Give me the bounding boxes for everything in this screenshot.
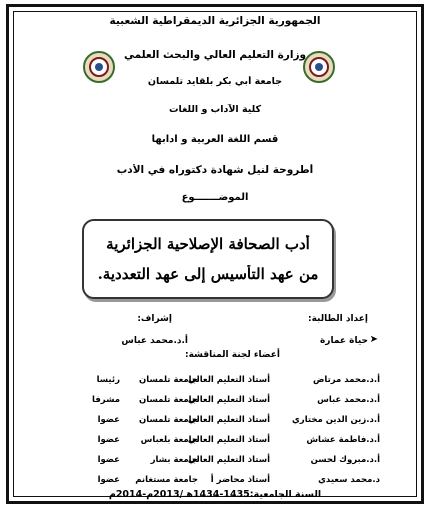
jury-member-institution: جامعة مستغانم [135,475,198,485]
jury-row [50,392,380,412]
jury-member-rank: أستاذ محاضر أ [210,475,270,485]
thesis-title-box [82,219,334,299]
jury-member-rank: أستاذ التعليم العالي [187,375,270,385]
jury-row [50,372,380,392]
jury-member-role: عضوا [97,435,120,445]
jury-row [50,452,380,472]
supervisor-name: أ.د.محمد عباس [121,336,188,346]
jury-member-institution: جامعة بلعباس [140,435,198,445]
thesis-title-line-2: من عهد التأسيس إلى عهد التعددية. [97,265,319,283]
prepared-by-label: إعداد الطالبة: [308,314,368,324]
republic-line: الجمهورية الجزائرية الديمقراطية الشعبية [109,15,321,27]
jury-row [50,412,380,432]
jury-member-institution: جامعة بشار [150,455,198,465]
university-line: جامعة أبي بكر بلقايد تلمسان [147,76,283,87]
jury-member-name: أ.د.زين الدين مختاري [292,415,380,425]
jury-member-name: أ.د.محمد عباس [317,395,380,405]
jury-row [50,432,380,452]
student-name: حياة عمارة [319,336,368,346]
jury-member-role: رئيسا [96,375,120,385]
jury-member-name: أ.د.فاطمة عشاش [306,435,380,445]
jury-member-rank: أستاذ التعليم العالي [187,455,270,465]
supervisor-label: إشراف: [137,314,172,324]
thesis-title-line-1: أدب الصحافة الإصلاحية الجزائرية [106,235,310,253]
pointer-icon: ➤ [369,334,378,345]
academic-year: السنة الجامعية:1435-1434هـ/2013م-2014م [108,489,322,500]
topic-label: الموضـــــــوع [181,192,249,203]
jury-member-role: عضوا [97,475,120,485]
jury-member-role: عضوا [97,415,120,425]
jury-member-role: مشرفا [92,395,120,405]
jury-member-rank: أستاذ التعليم العالي [187,395,270,405]
faculty-line: كلية الآداب و اللغات [168,104,262,115]
jury-member-rank: أستاذ التعليم العالي [187,435,270,445]
thesis-type-line: أطروحة لنيل شهادة دكتوراه في الأدب [116,164,314,176]
jury-label: أعضاء لجنة المناقشة: [184,350,280,360]
ministry-line: وزارة التعليم العالي والبحث العلمي [123,49,307,61]
department-line: قسم اللغة العربية و آدابها [151,134,279,145]
jury-member-institution: جامعة تلمسان [139,415,198,425]
jury-member-rank: أستاذ التعليم العالي [187,415,270,425]
jury-member-name: أ.د.مبروك لحسن [310,455,380,465]
jury-member-institution: جامعة تلمسان [139,375,198,385]
jury-member-name: أ.د.محمد مرتاض [312,375,380,385]
jury-member-institution: جامعة تلمسان [139,395,198,405]
jury-table [50,372,380,492]
jury-member-role: عضوا [97,455,120,465]
jury-member-name: د.محمد سعيدي [318,475,380,485]
